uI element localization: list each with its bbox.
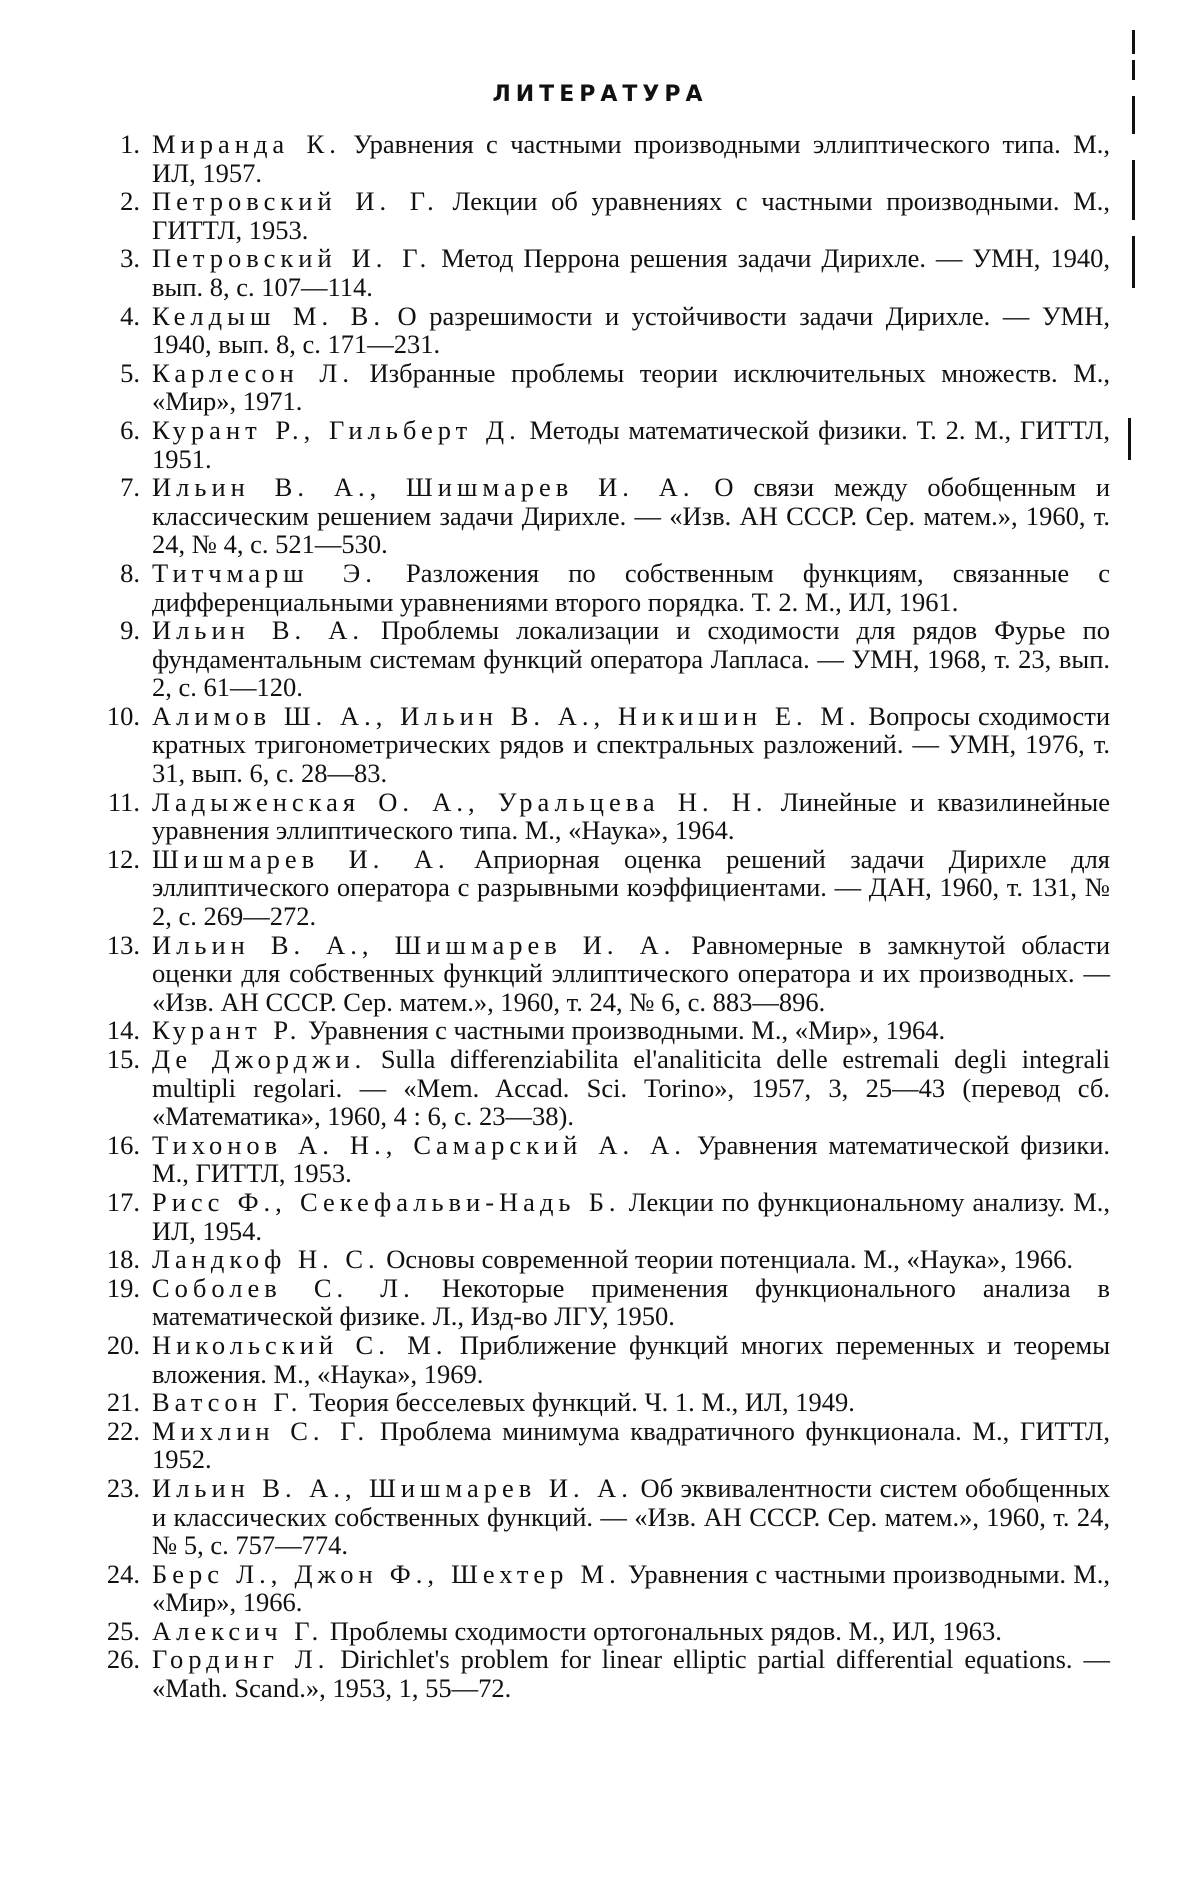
reference-item [90, 1417, 1110, 1474]
page-title: ЛИТЕРАТУРА [492, 82, 708, 107]
reference-text: Методы математической физики. Т. 2. М., ГИТТЛ, 1951. [152, 414, 1111, 474]
reference-item [90, 845, 1110, 931]
reference-author: Карлесон Л. [152, 357, 354, 388]
reference-text: Уравнения с частными производными. М., «Мир», 1964. [301, 1015, 946, 1046]
reference-number: 19. [106, 1272, 140, 1303]
reference-item [90, 1245, 1110, 1274]
scan-edge-mark [1132, 30, 1135, 54]
reference-author: Курант Р., Гильберт Д. [152, 414, 521, 445]
reference-author: Соболев С. Л. [152, 1272, 415, 1303]
reference-number: 23. [106, 1472, 140, 1503]
reference-text: Проблемы локализации и сходимости для рядов Фурье по фундаментальным системам функций оператора Лапласа. — УМН, 1968, т. 23, вып. 2, с. 61—120. [152, 615, 1111, 703]
reference-number: 18. [106, 1244, 140, 1275]
reference-number: 26. [106, 1644, 140, 1675]
reference-author: Никольский С. М. [152, 1329, 448, 1360]
reference-author: Алексич Г. [152, 1615, 324, 1646]
reference-text: Dirichlet's problem for linear elliptic partial differential equations. — «Math. Scand.», 1953, 1, 55—72. [152, 1644, 1110, 1704]
reference-author: Михлин С. Г. [152, 1415, 370, 1446]
scan-edge-mark [1132, 96, 1135, 134]
reference-text: Некоторые применения функционального анализа в математической физике. Л., Изд-во ЛГУ, 1950. [152, 1272, 1110, 1332]
reference-author: Алимов Ш. А., Ильин В. А., Никишин Е. М. [152, 700, 861, 731]
reference-item [90, 1617, 1110, 1646]
reference-item [90, 1560, 1110, 1617]
reference-author: Де Джорджи. [152, 1044, 367, 1074]
reference-item [90, 1131, 1110, 1188]
scan-edge-mark [1128, 418, 1131, 460]
reference-author: Ильин В. А., Шишмарев И. А. [152, 929, 676, 960]
reference-author: Шишмарев И. А. [152, 843, 450, 874]
reference-text: Теория бесселевых функций. Ч. 1. М., ИЛ, 1949. [302, 1387, 855, 1418]
reference-number: 22. [106, 1415, 140, 1446]
reference-text: Разложения по собственным функциям, связанные с дифференциальными уравнениями второго порядка. Т. 2. М., ИЛ, 1961. [152, 557, 1110, 617]
reference-item [90, 1045, 1110, 1131]
reference-item [90, 1331, 1110, 1388]
reference-author: Миранда К. [152, 129, 341, 159]
reference-number: 4. [120, 300, 140, 331]
reference-author: Ладыженская О. А., Уральцева Н. Н. [152, 786, 768, 817]
reference-item [90, 1274, 1110, 1331]
reference-number: 11. [107, 786, 140, 817]
reference-number: 15. [106, 1044, 140, 1074]
reference-text: Основы современной теории потенциала. М., «Наука», 1966. [379, 1244, 1073, 1275]
reference-number: 9. [120, 615, 140, 646]
reference-text: Избранные проблемы теории исключительных множеств. М., «Мир», 1971. [152, 357, 1110, 417]
reference-number: 5. [120, 357, 140, 388]
reference-item [90, 616, 1110, 702]
reference-item [90, 1188, 1110, 1245]
reference-text: Линейные и квазилинейные уравнения эллиптического типа. М., «Наука», 1964. [152, 786, 1110, 846]
reference-text: Уравнения с частными производными эллиптического типа. М., ИЛ, 1957. [152, 129, 1110, 188]
reference-number: 3. [120, 243, 140, 274]
reference-item [90, 1474, 1110, 1560]
reference-author: Ландкоф Н. С. [152, 1244, 380, 1275]
reference-text: Проблемы сходимости ортогональных рядов. М., ИЛ, 1963. [323, 1615, 1002, 1646]
reference-number: 16. [106, 1129, 140, 1160]
reference-text: Равномерные в замкнутой области оценки для собственных функций эллиптического оператора и их производных. — «Изв. АН СССР. Сер. матем.», 1960, т. 24, № 6, с. 883—896. [152, 929, 1110, 1017]
scan-edge-mark [1132, 160, 1135, 220]
reference-author: Петровский И. Г. [152, 186, 439, 217]
reference-item [90, 416, 1110, 473]
reference-number: 21. [106, 1387, 140, 1418]
reference-text: Лекции об уравнениях с частными производными. М., ГИТТЛ, 1953. [152, 186, 1110, 245]
reference-item [90, 1016, 1110, 1045]
reference-number: 20. [106, 1329, 140, 1360]
reference-text: Априорная оценка решений задачи Дирихле для эллиптического оператора с разрывными коэффициентами. — ДАН, 1960, т. 131, № 2, с. 269—272. [152, 843, 1110, 932]
reference-item [90, 1645, 1110, 1702]
reference-number: 6. [120, 414, 140, 445]
reference-text: Метод Перрона решения задачи Дирихле. — УМН, 1940, вып. 8, с. 107—114. [152, 243, 1110, 302]
scan-edge-mark [1132, 236, 1135, 288]
reference-item [90, 244, 1110, 301]
reference-author: Ильин В. А., Шишмарев И. А. [152, 1472, 633, 1503]
reference-text: Лекции по функциональному анализу. М., ИЛ, 1954. [152, 1186, 1111, 1246]
reference-text: О разрешимости и устойчивости задачи Дирихле. — УМН, 1940, вып. 8, с. 171—231. [152, 300, 1110, 360]
reference-number: 13. [106, 929, 140, 960]
reference-number: 2. [120, 186, 140, 217]
reference-number: 17. [106, 1186, 140, 1217]
reference-number: 25. [106, 1615, 140, 1646]
reference-number: 24. [106, 1558, 140, 1589]
reference-number: 8. [120, 557, 140, 588]
reference-author: Титчмарш Э. [152, 557, 377, 588]
reference-author: Тихонов А. Н., Самарский А. А. [152, 1129, 686, 1160]
reference-item [90, 187, 1110, 244]
reference-item [90, 130, 1110, 187]
reference-item [90, 302, 1110, 359]
reference-item [90, 788, 1110, 845]
reference-number: 14. [106, 1015, 140, 1046]
reference-author: Берс Л., Джон Ф., Шехтер М. [152, 1558, 621, 1589]
scan-edge-mark [1132, 60, 1135, 80]
reference-text: Sulla differenziabilita el'analiticita delle estremali degli integrali multipli regolari. — «Mem. Accad. Sci. Torino», 1957, 3, 25—43 (перевод сб. «Математика», 1960, 4 : 6, с. 23—38). [152, 1044, 1110, 1132]
reference-text: Уравнения математической физики. М., ГИТТЛ, 1953. [152, 1129, 1111, 1189]
reference-text: О связи между обобщенным и классическим решением задачи Дирихле. — «Изв. АН СССР. Сер. матем.», 1960, т. 24, № 4, с. 521—530. [152, 472, 1111, 560]
reference-text: Уравнения с частными производными. М., «Мир», 1966. [152, 1558, 1111, 1618]
reference-item [90, 473, 1110, 559]
reference-author: Ватсон Г. [152, 1387, 303, 1418]
reference-text: Приближение функций многих переменных и теоремы вложения. М., «Наука», 1969. [152, 1329, 1110, 1389]
reference-author: Ильин В. А. [152, 615, 364, 646]
reference-author: Келдыш М. В. [152, 300, 385, 331]
reference-number: 7. [120, 472, 140, 503]
reference-author: Ильин В. А., Шишмарев И. А. [152, 472, 695, 503]
reference-author: Петровский И. Г. [152, 243, 432, 274]
reference-list [90, 130, 1110, 1703]
reference-author: Курант Р. [152, 1015, 302, 1046]
reference-item [90, 559, 1110, 616]
reference-author: Рисс Ф., Секефальви-Надь Б. [152, 1186, 621, 1217]
reference-item [90, 1388, 1110, 1417]
reference-author: Гординг Л. [152, 1644, 330, 1675]
reference-text: Проблема минимума квадратичного функционала. М., ГИТТЛ, 1952. [152, 1415, 1110, 1475]
reference-item [90, 702, 1110, 788]
reference-text: Об эквивалентности систем обобщенных и классических собственных функций. — «Изв. АН СССР. Сер. матем.», 1960, т. 24, № 5, с. 757—774. [152, 1472, 1110, 1561]
reference-item [90, 931, 1110, 1017]
reference-number: 10. [106, 700, 140, 731]
reference-text: Вопросы сходимости кратных тригонометрических рядов и спектральных разложений. — УМН, 1976, т. 31, вып. 6, с. 28—83. [152, 700, 1111, 789]
reference-number: 12. [106, 843, 140, 874]
reference-item [90, 359, 1110, 416]
reference-number: 1. [120, 129, 140, 159]
